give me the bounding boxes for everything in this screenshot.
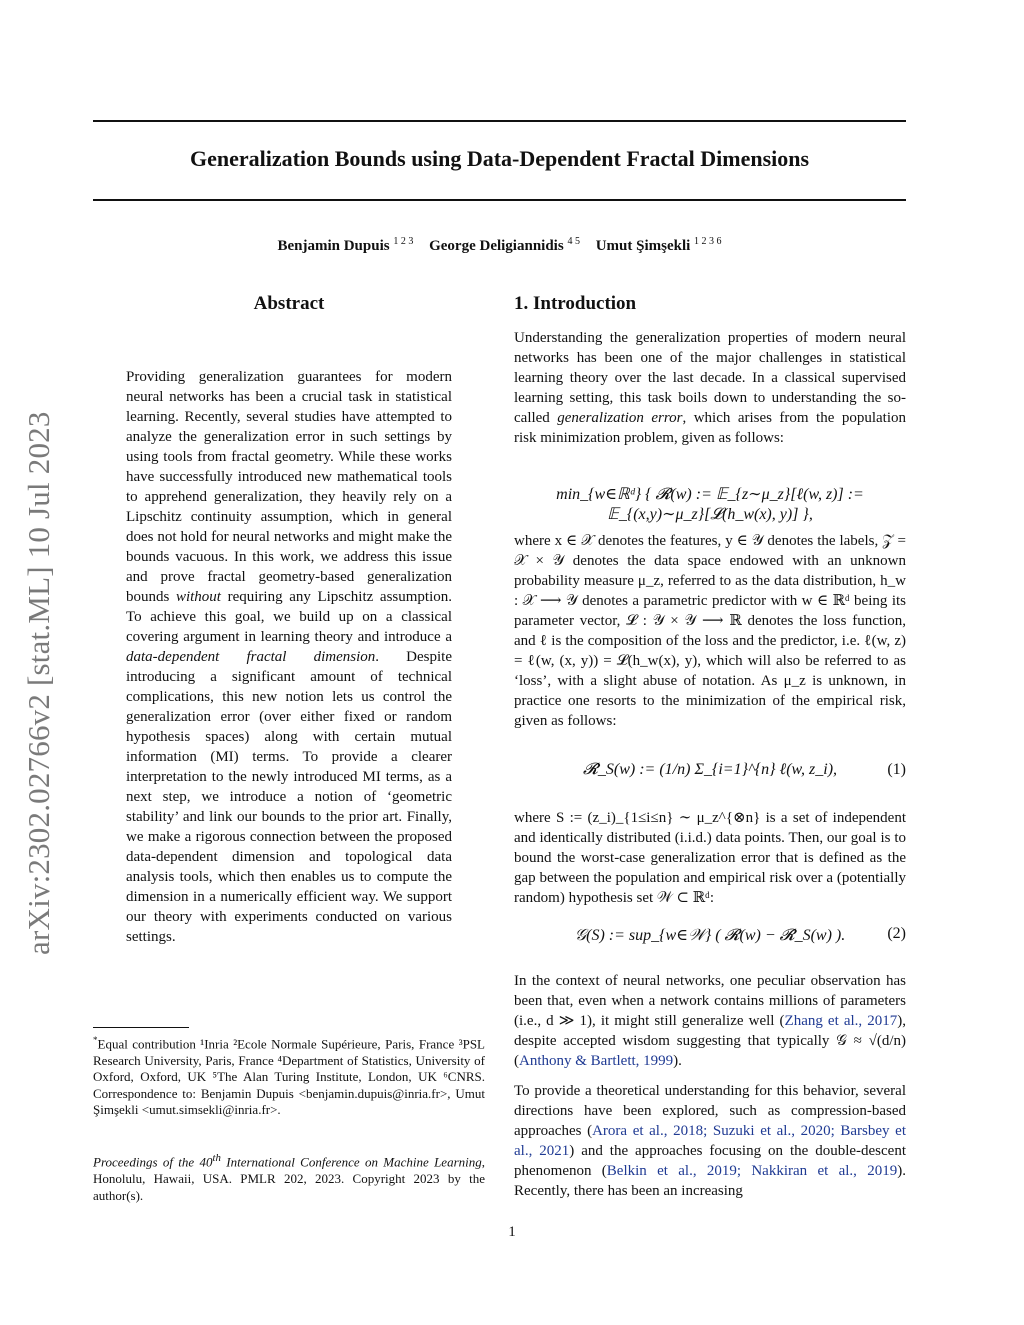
proceedings-venue: Proceedings of the 40: [93, 1154, 213, 1170]
intro-paragraph: [514, 971, 906, 1071]
abstract-text-part: . Despite introducing a significant amount of technical complications, this new notion lets us control the generalization error (over either fixed or random hypothesis spaces) along with certain mutual information (MI) terms. To provide a clearer interpretation to the newly introduced MI terms, as a next step, we introduce a notion of ‘geometric stability’ and link our bounds to the prior art. Finally, we make a rigorous connection between the proposed data-dependent dimension and topological data analysis tools, which then enables us to compute the dimension in a numerically efficient way. We support our theory with experiments conducted on various settings.: [126, 649, 452, 945]
equation-1: [514, 761, 906, 779]
author-affiliations: 4 5: [567, 236, 580, 247]
author-name: Benjamin Dupuis: [277, 238, 390, 254]
paragraph-text: , which arises from the population risk minimization problem, given as follows:: [514, 410, 906, 446]
paragraph-text: Understanding the generalization properties of modern neural networks has been one of the major challenges in statistical learning theory over the last decade. In a classical supervised learning setting, this task boils down to understanding the so-called: [514, 330, 906, 426]
paragraph-text: ), despite accepted wisdom suggesting that typically 𝒢 ≈ √(d/n) (: [514, 1013, 906, 1069]
footnote-text: Equal contribution ¹Inria ²Ecole Normale Supérieure, Paris, France ³PSL Research University, Paris, France ⁴Department of Statistics, University of Oxford, Oxford, UK ⁵The Alan Turing Institute, London, UK ⁶CNRS. Correspondence to: Benjamin Dupuis <benjamin.dupuis@inria.fr>, Umut Şimşekli <umut.simsekli@inria.fr>.: [93, 1036, 485, 1118]
author-affiliations: 1 2 3 6: [694, 236, 722, 247]
citation-link[interactable]: Anthony & Bartlett, 1999: [519, 1053, 674, 1069]
equation-2: [514, 925, 906, 945]
proceedings-ordinal: th: [212, 1152, 221, 1164]
paragraph-text: In the context of neural networks, one peculiar observation has been that, even when a network contains millions of parameters (i.e., d ≫ 1), it might still generalize well (: [514, 973, 906, 1029]
author-list: [93, 236, 906, 255]
footnote-marker: *: [93, 1035, 98, 1045]
intro-paragraph: where x ∈ 𝒳 denotes the features, y ∈ 𝒴 denotes the labels, 𝒵 = 𝒳 × 𝒴 denotes the data space endowed with an unknown probability measure μ_z, referred to as the data distribution, h_w : 𝒳 ⟶ 𝒴 denotes a parametric predictor with w ∈ ℝᵈ being its parameter vector, 𝓛 : 𝒴 × 𝒴 ⟶ ℝ denotes the loss function, and ℓ is the composition of the loss and the predictor, i.e. ℓ(w, z) = ℓ(w, (x, y)) = 𝓛(h_w(x), y), which will also be referred to as ‘loss’, with a slight abuse of notation. As μ_z is unknown, in practice one resorts to the minimization of the empirical risk, given as follows:: [514, 533, 906, 729]
author-name: Umut Şimşekli: [595, 238, 691, 254]
paragraph-text: ).: [673, 1053, 682, 1069]
author: [277, 238, 413, 254]
affiliations-footnote: [93, 1032, 485, 1119]
author-affiliations: 1 2 3: [393, 236, 414, 247]
equation-body: 𝓡̂_S(w) := (1/n) Σ_{i=1}^{n} ℓ(w, z_i),: [582, 761, 838, 778]
abstract-heading: Abstract: [253, 293, 325, 314]
proceedings-details: , Honolulu, Hawaii, USA. PMLR 202, 2023. Copyright 2023 by the author(s).: [93, 1154, 485, 1204]
author: [596, 238, 722, 254]
equation-number: (2): [887, 925, 906, 942]
paragraph-text: To provide a theoretical understanding for this behavior, several directions have been explored, such as compression-based approaches (: [514, 1083, 906, 1139]
paragraph-text: ) and the approaches focusing on the double-descent phenomenon (: [514, 1143, 906, 1179]
abstract-text-part: requiring any Lipschitz assumption. To achieve this goal, we build up on a classical covering argument in learning theory and introduce a: [126, 589, 453, 645]
page-number: 1: [508, 1224, 516, 1240]
intro-paragraph: where S := (z_i)_{1≤i≤n} ∼ μ_z^{⊗n} is a set of independent and identically distributed (i.i.d.) data points. Then, our goal is to bound the worst-case generalization error that is defined as the gap between the population and empirical risk over a (potentially random) hypothesis set 𝒲 ⊂ ℝᵈ:: [514, 810, 906, 906]
author-name: George Deligiannidis: [429, 238, 564, 254]
section-heading-introduction: 1. Introduction: [514, 293, 637, 314]
equation-body: 𝒢(S) := sup_{w∈𝒲} ( 𝓡(w) − 𝓡̂_S(w) ).: [574, 927, 846, 944]
equation-risk-minimization: [514, 484, 906, 524]
citation-link[interactable]: Arora et al., 2018; Suzuki et al., 2020; Barsbey et al., 2021: [514, 1123, 906, 1159]
citation-link[interactable]: Belkin et al., 2019; Nakkiran et al., 2019: [606, 1163, 898, 1179]
title-bottom-rule: [93, 199, 906, 201]
proceedings-venue: International Conference on Machine Learning: [220, 1154, 482, 1170]
footnote-rule: [93, 1027, 189, 1028]
author: [429, 238, 580, 254]
intro-paragraph: [514, 328, 906, 448]
paper-title: Generalization Bounds using Data-Dependent Fractal Dimensions: [189, 146, 810, 171]
title-top-rule: [93, 120, 906, 122]
equation-body: min_{w∈ℝᵈ} { 𝓡(w) := 𝔼_{z∼μ_z}[ℓ(w, z)] := 𝔼_{(x,y)∼μ_z}[𝓛(h_w(x), y)] },: [556, 486, 864, 523]
abstract-text: [126, 367, 452, 947]
abstract-emphasis: data-dependent fractal dimension: [126, 649, 376, 665]
emphasis-text: generalization error: [557, 410, 683, 426]
equation-number: (1): [887, 761, 906, 778]
intro-paragraph: [514, 1081, 906, 1201]
arxiv-identifier: arXiv:2302.02766v2 [stat.ML] 10 Jul 2023: [21, 411, 56, 955]
proceedings-note: [93, 1150, 485, 1204]
paragraph-text: ). Recently, there has been an increasing: [514, 1163, 906, 1199]
abstract-emphasis: without: [175, 589, 221, 605]
abstract-text-part: Providing generalization guarantees for modern neural networks has been a crucial task in statistical learning. Recently, several studies have attempted to analyze the generalization error in such settings by using tools from fractal geometry. While these works have successfully introduced new mathematical tools to apprehend generalization, they heavily rely on a Lipschitz continuity assumption, which in general does not hold for neural networks and might make the bounds vacuous. In this work, we address this issue and prove fractal geometry-based generalization bounds: [126, 369, 452, 605]
citation-link[interactable]: Zhang et al., 2017: [784, 1013, 898, 1029]
